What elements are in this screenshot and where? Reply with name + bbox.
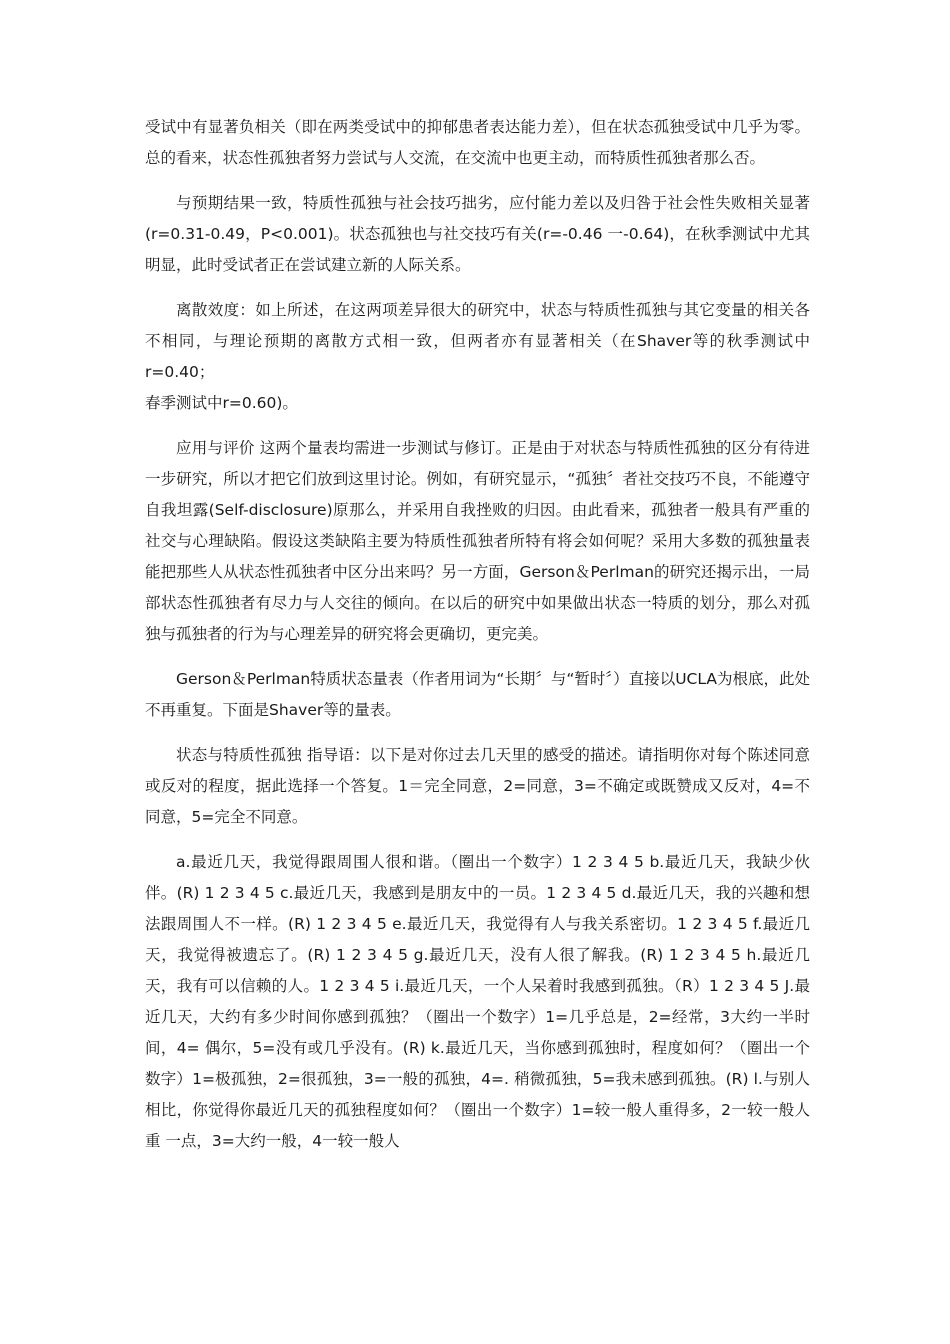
paragraph-gerson-perlman-scale: Gerson＆Perlman特质状态量表（作者用词为“长期〞与“暂时〞）直接以UCLA为根底，此处不再重复。下面是Shaver等的量表。 — [145, 670, 810, 719]
paragraph-discriminant-validity: 离散效度：如上所述，在这两项差异很大的研究中，状态与特质性孤独与其它变量的相关各不相同，与理论预期的离散方式相一致，但两者亦有显著相关（在Shaver等的秋季测试中r=0.40； — [145, 301, 810, 381]
paragraph-social-skills: 与预期结果一致，特质性孤独与社会技巧拙劣，应付能力差以及归咎于社会性失败相关显著(r=0.31-0.49，P<0.001)。状态孤独也与社交技巧有关(r=-0.46 一-0.64)，在秋季测试中尤其明显，此时受试者正在尝试建立新的人际关系。 — [145, 194, 810, 274]
paragraph-instructions: 状态与特质性孤独 指导语：以下是对你过去几天里的感受的描述。请指明你对每个陈述同意或反对的程度，据此选择一个答复。1＝完全同意，2=同意，3=不确定或既赞成又反对，4=不同意，5=完全不同意。 — [145, 746, 810, 826]
document-page — [145, 112, 810, 1171]
paragraph-spring-test: 春季测试中r=0.60)。 — [145, 394, 298, 412]
paragraph-correlation-continuation: 受试中有显著负相关（即在两类受试中的抑郁患者表达能力差），但在状态孤独受试中几乎为零。总的看来，状态性孤独者努力尝试与人交流，在交流中也更主动，而特质性孤独者那么否。 — [145, 118, 810, 167]
paragraph-scale-items: a.最近几天，我觉得跟周围人很和谐。（圈出一个数字）1 2 3 4 5 b.最近几天，我缺少伙伴。(R) 1 2 3 4 5 c.最近几天，我感到是朋友中的一员。1 2 3 4 5 d.最近几天，我的兴趣和想法跟周围人不一样。(R) 1 2 3 4 5 e.最近几天，我觉得有人与我关系密切。1 2 3 4 5 f.最近几天，我觉得被遗忘了。(R) 1 2 3 4 5 g.最近几天，没有人很了解我。(R) 1 2 3 4 5 h.最近几天，我有可以信赖的人。1 2 3 4 5 i.最近几天，一个人呆着时我感到孤独。（R）1 2 3 4 5 J.最近几天，大约有多少时间你感到孤独？（圈出一个数字）1=几乎总是，2=经常，3大约一半时间，4= 偶尔，5=没有或几乎没有。(R) k.最近几天，当你感到孤独时，程度如何？（圈出一个数字）1=极孤独，2=很孤独，3=一般的孤独，4=. 稍微孤独，5=我未感到孤独。(R) l.与别人相比，你觉得你最近几天的孤独程度如何？（圈出一个数字）1=较一般人重得多，2一较一般人重 一点，3=大约一般，4一较一般人 — [145, 853, 810, 1150]
paragraph-application-evaluation: 应用与评价 这两个量表均需进一步测试与修订。正是由于对状态与特质性孤独的区分有待进一步研究，所以才把它们放到这里讨论。例如，有研究显示，“孤独〞者社交技巧不良，不能遵守自我坦露(Self-disclosure)原那么，并采用自我挫败的归因。由此看来，孤独者一般具有严重的社交与心理缺陷。假设这类缺陷主要为特质性孤独者所特有将会如何呢？采用大多数的孤独量表能把那些人从状态性孤独者中区分出来吗？另一方面，Gerson＆Perlman的研究还揭示出，一局部状态性孤独者有尽力与人交往的倾向。在以后的研究中如果做出状态一特质的划分，那么对孤独与孤独者的行为与心理差异的研究将会更确切，更完美。 — [145, 439, 810, 643]
